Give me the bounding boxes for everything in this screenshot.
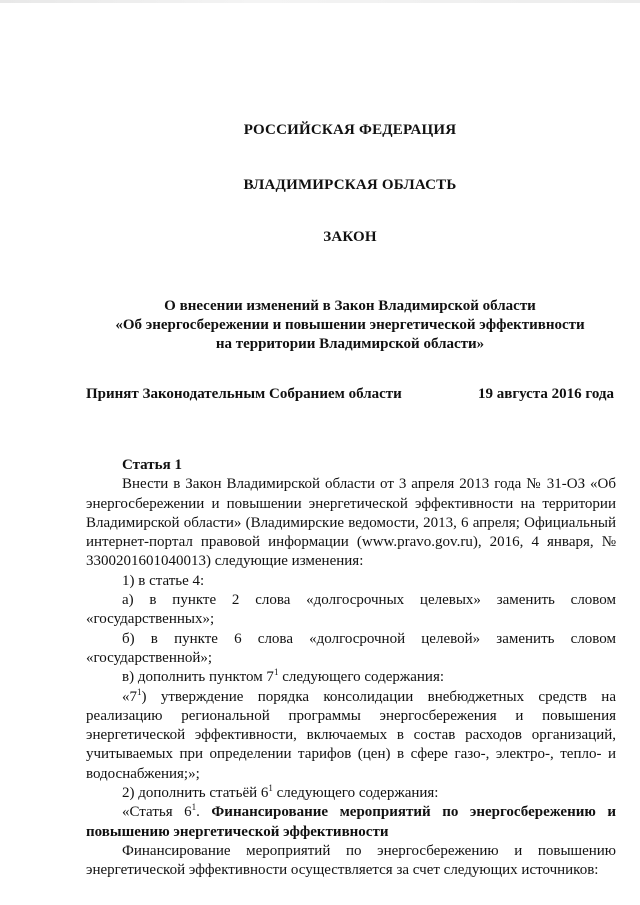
point-7-1	[86, 688, 616, 784]
point-7-1-superscript: 1	[137, 686, 142, 697]
doc-type-heading: ЗАКОН	[323, 229, 377, 245]
article-6-1-dot: .	[196, 804, 212, 821]
adoption-date: 19 августа 2016 года	[477, 386, 614, 402]
item-2-text: 2) дополнить статьёй 6	[122, 785, 269, 802]
adoption-line	[86, 386, 614, 403]
article-6-1	[86, 803, 616, 842]
page-top-edge	[0, 0, 640, 3]
article-1	[86, 456, 616, 881]
item-1c	[86, 668, 616, 687]
article-1-heading: Статья 1	[122, 457, 182, 473]
article-6-1-title: Финансирование мероприятий по энергосбережению и повышению энергетической эффективности	[86, 804, 616, 840]
item-1: 1) в статье 4:	[122, 572, 205, 589]
country-heading: РОССИЙСКАЯ ФЕДЕРАЦИЯ	[243, 122, 457, 138]
item-1c-superscript: 1	[273, 667, 279, 678]
law-title-line-3: на территории Владимирской области»	[215, 336, 485, 352]
law-title	[0, 297, 640, 354]
article-1-intro: Внести в Закон Владимирской области от 3 апреля 2013 года № 31-ОЗ «Об энергосбережении и повышении энергетической эффективности на территории Владимирской области» (Владимирские ведомости, 2013, 6 апреля; Официальный интернет-портал правовой информации (www.pravo.gov.ru), 2016, 4 января, № 3300201601040013) следующие изменения:	[86, 476, 616, 570]
law-title-line-2: «Об энергосбережении и повышении энергетической эффективности	[115, 317, 585, 333]
article-6-1-label: «Статья 6	[122, 804, 192, 821]
item-2-text-end: следующего содержания:	[272, 785, 439, 802]
item-1b: б) в пункте 6 слова «долгосрочной целевой» заменить словом «государственной»;	[86, 630, 616, 666]
point-7-1-start: «7	[122, 688, 137, 705]
item-2	[86, 784, 616, 803]
item-2-superscript: 1	[268, 783, 273, 794]
item-1c-text-end: следующего содержания:	[278, 669, 445, 686]
item-1c-text: в) дополнить пунктом 7	[122, 669, 274, 686]
item-1a: а) в пункте 2 слова «долгосрочных целевых» заменить словом «государственных»;	[86, 592, 616, 628]
law-title-line-1: О внесении изменений в Закон Владимирской области	[164, 298, 536, 314]
adoption-text: Принят Законодательным Собранием области	[86, 386, 402, 402]
article-6-1-superscript: 1	[191, 802, 197, 813]
region-heading: ВЛАДИМИРСКАЯ ОБЛАСТЬ	[243, 177, 457, 193]
financing-paragraph: Финансирование мероприятий по энергосбережению и повышению энергетической эффективности осуществляется за счет следующих источников:	[86, 842, 616, 879]
point-7-1-text: ) утверждение порядка консолидации внебюджетных средств на реализацию региональной программы энергосбережения и повышения энергетической эффективности, включаемых в состав расходов организаций, учитываемых при определении тарифов (цен) в сфере газо-, электро-, тепло- и водоснабжения;»;	[86, 688, 616, 782]
